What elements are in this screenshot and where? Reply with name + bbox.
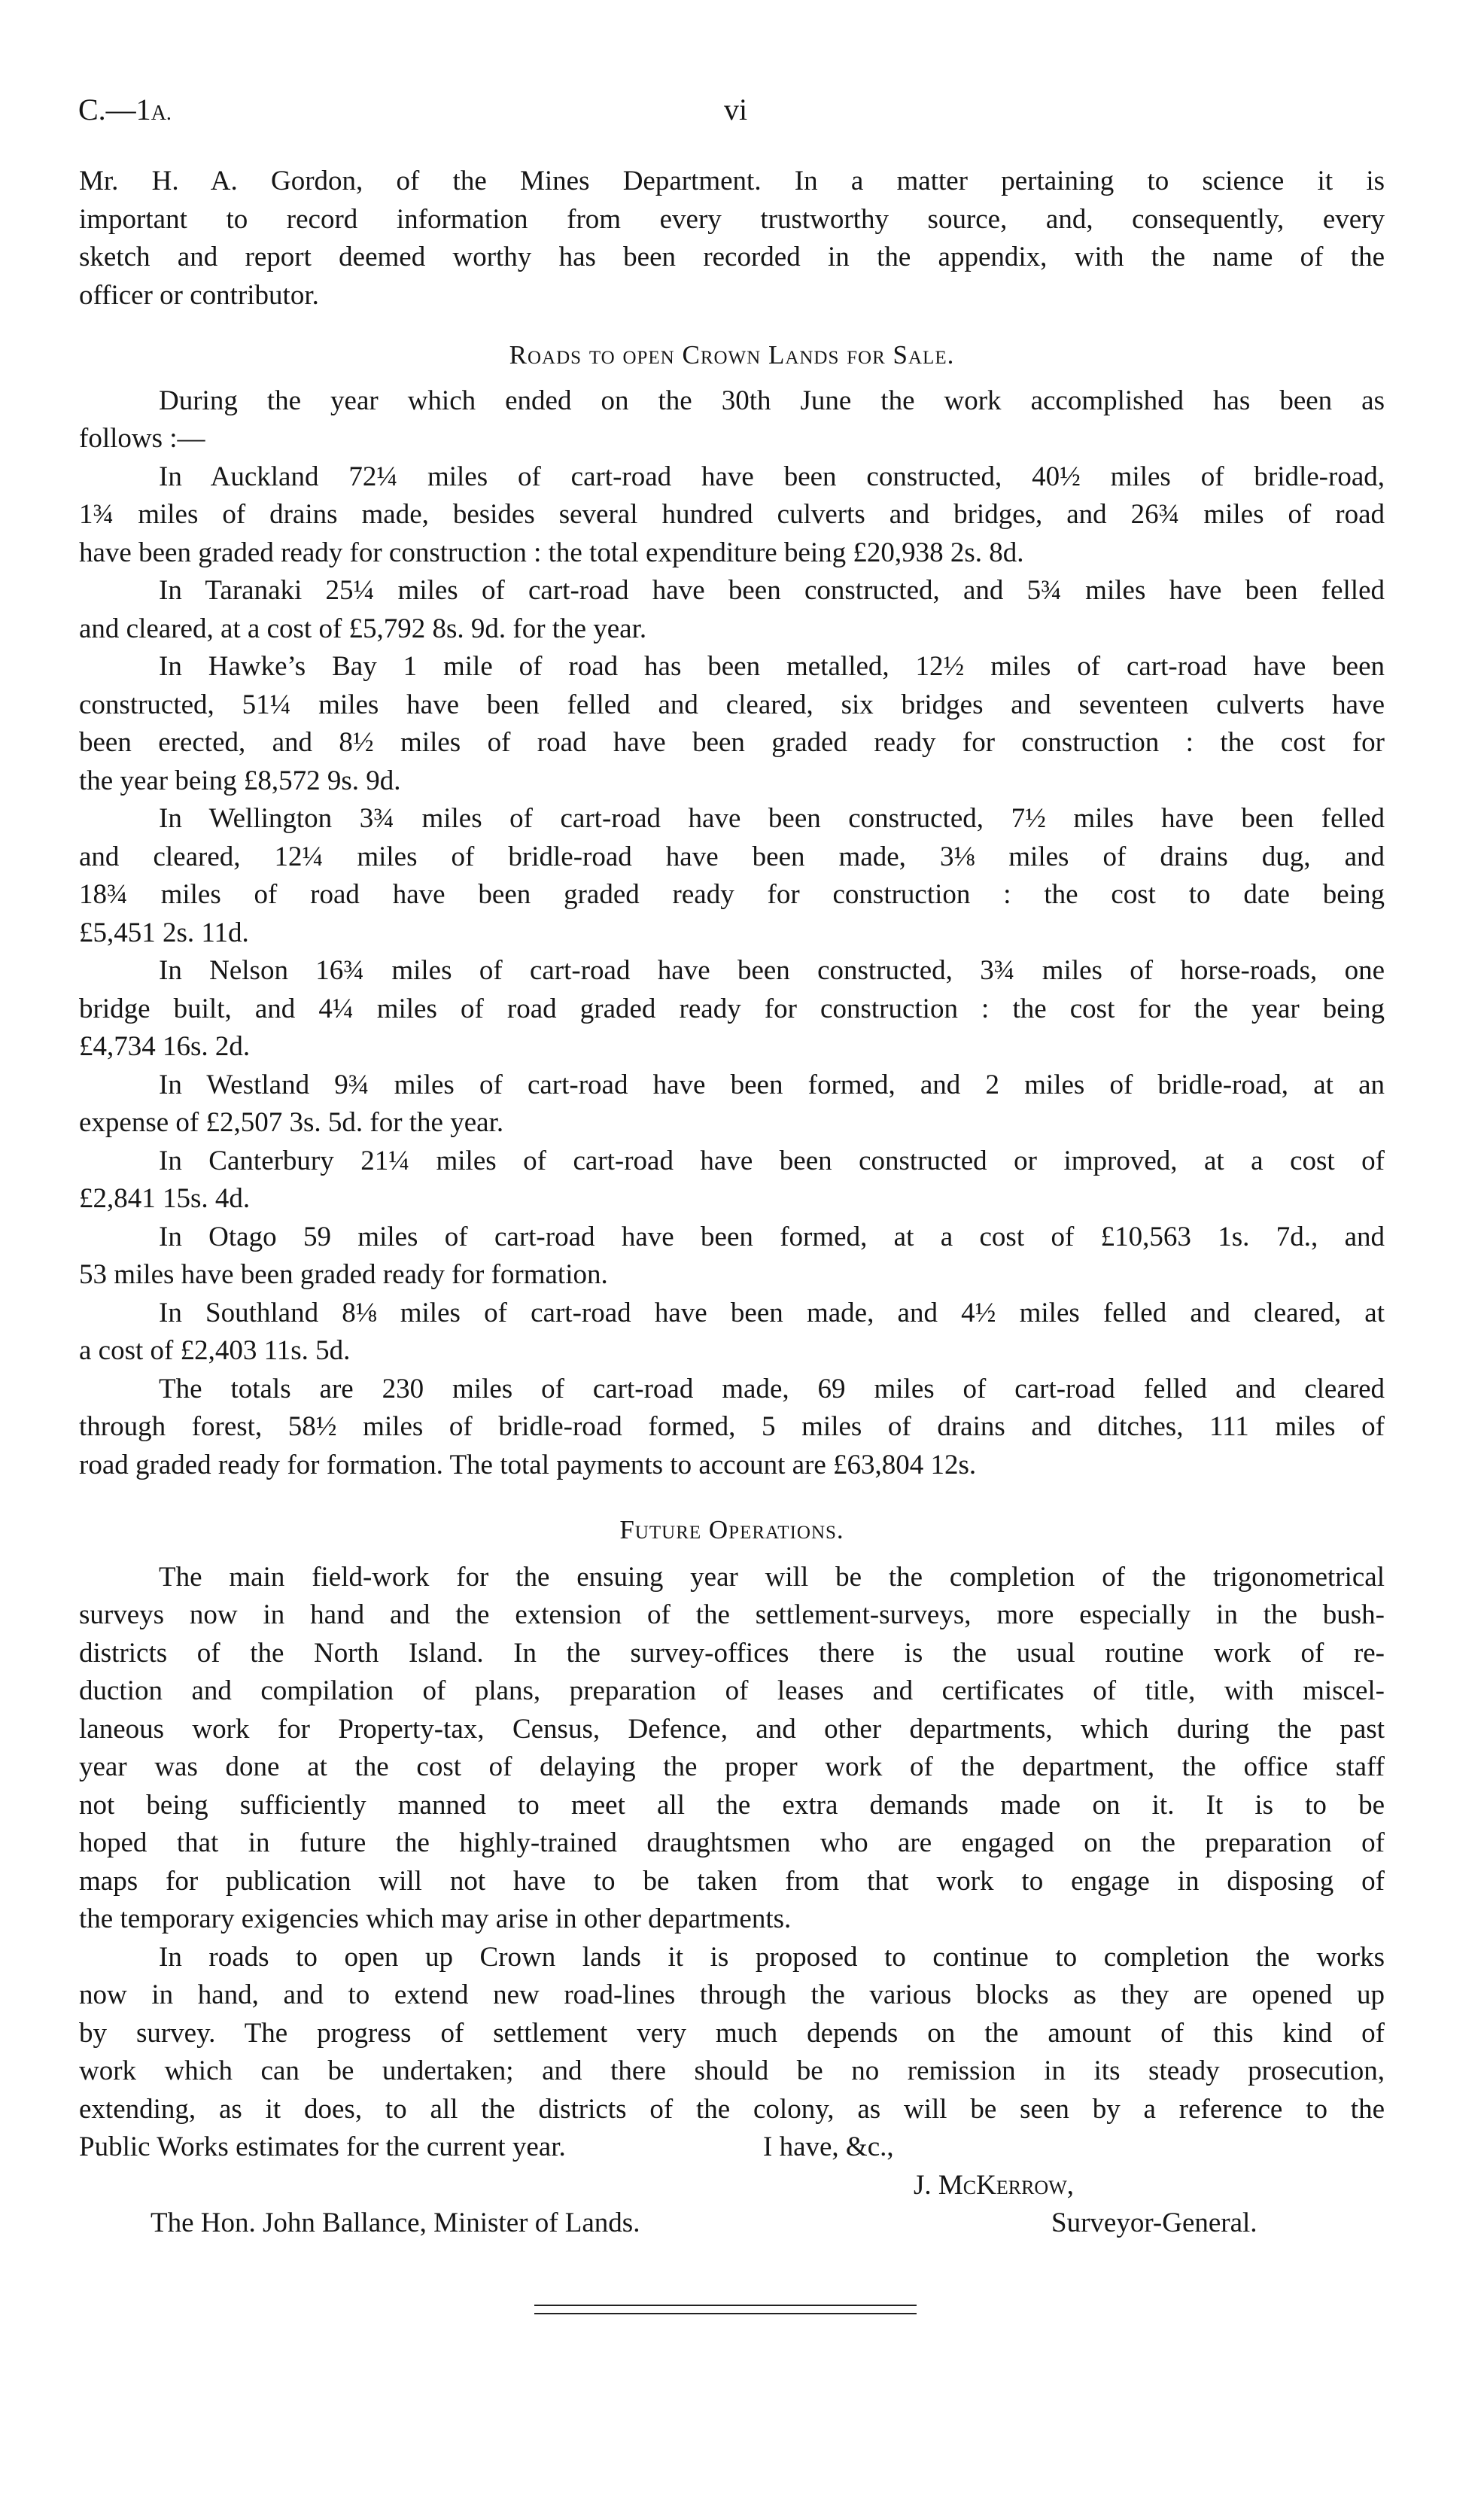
document-body [79, 163, 1385, 2243]
text-line: work which can be undertaken; and there should be no remission in its steady prosecution, [79, 2055, 1385, 2086]
text-line: The totals are 230 miles of cart-road made, 69 miles of cart-road felled and cleared [159, 1373, 1385, 1404]
signature-line [79, 2167, 1385, 2205]
text-line: not being sufficiently manned to meet all the extra demands made on it. It is to be [79, 1789, 1385, 1821]
text-line: The main field-work for the ensuing year will be the completion of the trigonometrical [159, 1561, 1385, 1593]
text-line: In Nelson 16¾ miles of cart-road have been constructed, 3¾ miles of horse-roads, one [159, 955, 1385, 986]
text-line: hoped that in future the highly-trained draughtsmen who are engaged on the preparation of [79, 1827, 1385, 1858]
text-line: £2,841 15s. 4d. [79, 1183, 251, 1214]
text-line: sketch and report deemed worthy has been recorded in the appendix, with the name of the [79, 242, 1385, 272]
text-line: In Taranaki 25¼ miles of cart-road have been constructed, and 5¾ miles have been felled [159, 575, 1385, 606]
intro-paragraph [79, 163, 1385, 315]
text-line: laneous work for Property-tax, Census, Defence, and other departments, which during the past [79, 1713, 1385, 1745]
closing-line [79, 2128, 1385, 2167]
text-line: surveys now in hand and the extension of the settlement-surveys, more especially in the bush- [79, 1599, 1385, 1630]
text-line: During the year which ended on the 30th June the work accomplished has been as [159, 385, 1385, 416]
text-line: £5,451 2s. 11d. [79, 917, 249, 948]
text-line: important to record information from every trustworthy source, and, consequently, every [79, 203, 1385, 235]
text-line: £4,734 16s. 2d. [79, 1031, 251, 1062]
text-line: In Wellington 3¾ miles of cart-road have been constructed, 7½ miles have been felled [159, 803, 1385, 834]
section-heading-roads: Roads to open Crown Lands for Sale. [509, 340, 955, 370]
paragraph [79, 952, 1385, 1066]
end-rule-top [534, 2305, 917, 2306]
text-line: a cost of £2,403 11s. 5d. [79, 1335, 351, 1366]
text-line: officer or contributor. [79, 279, 319, 311]
addressee: The Hon. John Ballance, Minister of Lands. [151, 2207, 640, 2238]
paragraph [79, 1939, 1385, 2129]
text-line: been erected, and 8½ miles of road have been graded ready for construction : the cost for [79, 727, 1385, 758]
text-line: year was done at the cost of delaying the proper work of the department, the office staff [79, 1751, 1385, 1782]
text-line: In Westland 9¾ miles of cart-road have been formed, and 2 miles of bridle-road, at an [159, 1069, 1385, 1100]
paragraph [79, 648, 1385, 800]
text-line: follows :— [79, 423, 205, 454]
doc-code-suffix: A. [151, 102, 172, 125]
text-line: extending, as it does, to all the districts of the colony, as will be seen by a reference to the [79, 2093, 1385, 2125]
text-line: expense of £2,507 3s. 5d. for the year. [79, 1107, 504, 1138]
text-line: 1¾ miles of drains made, besides several hundred culverts and bridges, and 26¾ miles of road [79, 499, 1385, 530]
closing-text: Public Works estimates for the current year. [79, 2131, 566, 2162]
page-number: vi [724, 93, 748, 126]
end-rule-bottom [534, 2313, 917, 2314]
text-line: by survey. The progress of settlement very much depends on the amount of this kind of [79, 2017, 1385, 2049]
paragraph [79, 1295, 1385, 1371]
text-line: constructed, 51¼ miles have been felled and cleared, six bridges and seventeen culverts have [79, 689, 1385, 720]
text-line: through forest, 58½ miles of bridle-road formed, 5 miles of drains and ditches, 111 miles of [79, 1411, 1385, 1442]
addressee-line [79, 2204, 1385, 2243]
text-line: In Southland 8⅛ miles of cart-road have been made, and 4½ miles felled and cleared, at [159, 1297, 1385, 1328]
closing-salutation: I have, &c., [763, 2131, 894, 2162]
paragraph [79, 163, 1385, 315]
text-line: In Auckland 72¼ miles of cart-road have been constructed, 40½ miles of bridle-road, [159, 461, 1385, 492]
paragraph [79, 458, 1385, 573]
paragraph [79, 800, 1385, 952]
paragraph [79, 1219, 1385, 1295]
text-line: now in hand, and to extend new road-lines through the various blocks as they are opened up [79, 1979, 1385, 2010]
text-line: In Canterbury 21¼ miles of cart-road have been constructed or improved, at a cost of [159, 1145, 1385, 1176]
signature-title: Surveyor-General. [1051, 2207, 1257, 2238]
paragraph [79, 1143, 1385, 1219]
text-line: have been graded ready for construction : the total expenditure being £20,938 2s. 8d. [79, 537, 1024, 568]
text-line: Mr. H. A. Gordon, of the Mines Department. In a matter pertaining to science it is [79, 166, 1385, 196]
text-line: the year being £8,572 9s. 9d. [79, 765, 401, 796]
text-line: In Otago 59 miles of cart-road have been formed, at a cost of £10,563 1s. 7d., and [159, 1221, 1385, 1252]
text-line: and cleared, at a cost of £5,792 8s. 9d. for the year. [79, 613, 647, 644]
text-line: In roads to open up Crown lands it is proposed to continue to completion the works [159, 1941, 1385, 1973]
document-code [78, 92, 172, 127]
section-roads [79, 382, 1385, 1485]
section-heading-future: Future Operations. [619, 1515, 844, 1544]
paragraph [79, 572, 1385, 648]
signature-name: J. McKerrow, [914, 2169, 1074, 2201]
text-line: the temporary exigencies which may arise in other departments. [79, 1903, 792, 1934]
text-line: maps for publication will not have to be taken from that work to engage in disposing of [79, 1865, 1385, 1897]
text-line: 18¾ miles of road have been graded ready for construction : the cost to date being [79, 879, 1385, 910]
paragraph [79, 1066, 1385, 1143]
text-line: districts of the North Island. In the survey-offices there is the usual routine work of re- [79, 1637, 1385, 1669]
text-line: road graded ready for formation. The total payments to account are £63,804 12s. [79, 1449, 977, 1480]
paragraph [79, 1371, 1385, 1485]
text-line: duction and compilation of plans, preparation of leases and certificates of title, with miscel- [79, 1675, 1385, 1706]
text-line: and cleared, 12¼ miles of bridle-road have been made, 3⅛ miles of drains dug, and [79, 841, 1385, 872]
text-line: bridge built, and 4¼ miles of road graded ready for construction : the cost for the year being [79, 993, 1385, 1024]
doc-code: C.—1 [78, 93, 151, 126]
paragraph [79, 382, 1385, 458]
text-line: In Hawke’s Bay 1 mile of road has been metalled, 12½ miles of cart-road have been [159, 651, 1385, 682]
section-future [79, 1559, 1385, 2129]
text-line: 53 miles have been graded ready for formation. [79, 1259, 608, 1290]
paragraph [79, 1559, 1385, 1939]
